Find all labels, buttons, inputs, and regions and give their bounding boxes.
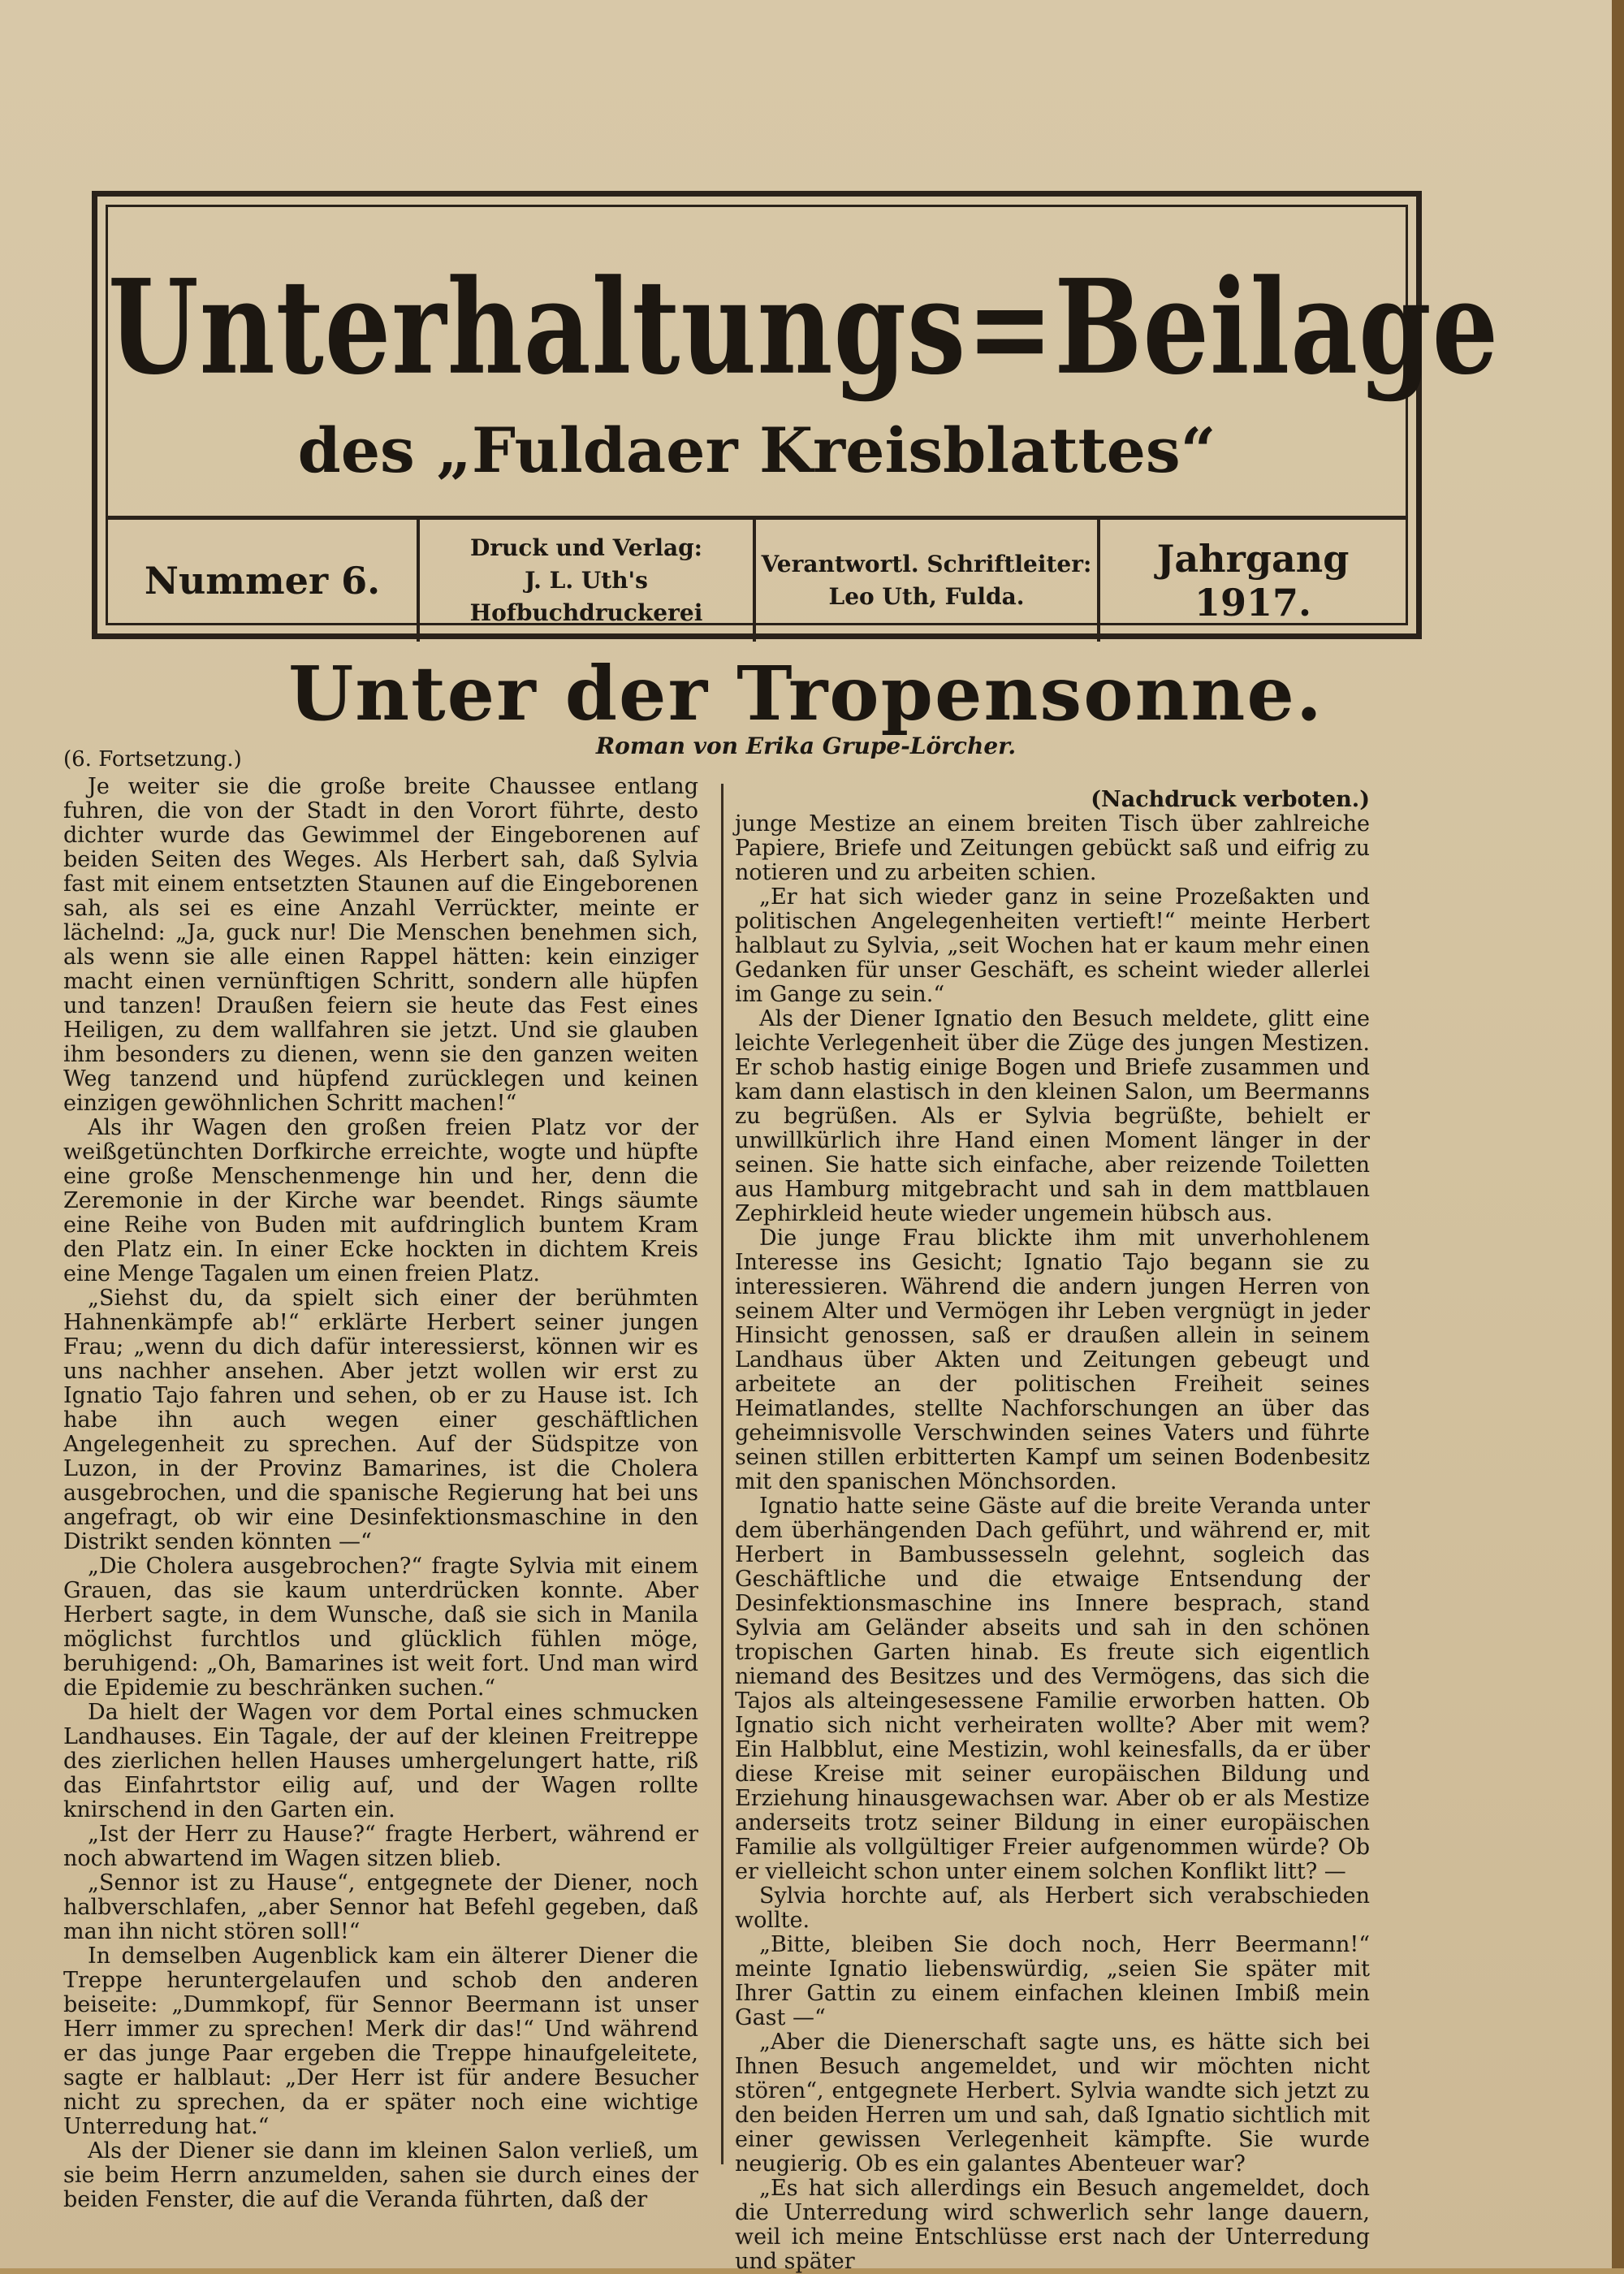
year-cell (1100, 520, 1406, 642)
paragraph: Als ihr Wagen den großen freien Platz vor der weißgetünchten Dorfkirche erreichte, wogte und hüpfte eine große Menschenmenge hin und her, denn die Zeremonie in der Kirche war beendet. Rings säumte eine Reihe von Buden mit aufdringlich buntem Kram den Platz ein. In einer Ecke hockten in dichtem Kreis eine Menge Tagalen um einen freien Platz. (63, 1115, 698, 1286)
paragraph: Die junge Frau blickte ihm mit unverhohlenem Interesse ins Gesicht; Ignatio Tajo begann sie zu interessieren. Während die andern jungen Herren von seinem Alter und Vermögen ihr Leben vergnügt in jeder Hinsicht genossen, saß er draußen allein in seinem Landhaus über Akten und Zeitungen gebeugt und arbeitete an der politischen Freiheit seines Heimatlandes, stellte Nachforschungen an über das geheimnisvolle Verschwinden seines Vaters und führte seinen stillen erbitterten Kampf um seinen Bodenbesitz mit den spanischen Mönchsorden. (735, 1226, 1370, 1494)
supplement-title: Unterhaltungs=Beilage (108, 252, 1500, 404)
paragraph: junge Mestize an einem breiten Tisch über zahlreiche Papiere, Briefe und Zeitungen gebückt saß und eifrig zu notieren und zu arbeiten schien. (735, 811, 1370, 885)
paragraph: Je weiter sie die große breite Chaussee entlang fuhren, die von der Stadt in den Vorort führte, desto dichter wurde das Gewimmel der Eingeborenen auf beiden Seiten des Weges. Als Herbert sah, daß Sylvia fast mit einem entsetzten Staunen auf die Eingeborenen sah, als sei es eine Anzahl Verrückter, meinte er lächelnd: „Ja, guck nur! Die Menschen benehmen sich, als wenn sie alle einen Rappel hätten: kein einziger macht einen vernünftigen Schritt, sondern alle hüpfen und tanzen! Draußen feiern sie heute das Fest eines Heiligen, zu dem wallfahren sie jetzt. Und sie glauben ihm besonders zu dienen, wenn sie den ganzen weiten Weg tanzend und hüpfend zurücklegen und keinen einzigen gewöhnlichen Schritt machen!“ (63, 774, 698, 1116)
paragraph: In demselben Augenblick kam ein älterer Diener die Treppe heruntergelaufen und schob den anderen beiseite: „Dummkopf, für Sennor Beermann ist unser Herr immer zu sprechen! Merk dir das!“ Und während er das junge Paar ergeben die Treppe hinaufgeleitete, sagte er halblaut: „Der Herr ist für andere Besucher nicht zu sprechen, da er später noch eine wichtige Unterredung hat.“ (63, 1943, 698, 2139)
article-headline: Unter der Tropensonne. (288, 650, 1324, 737)
masthead-inner-frame (106, 205, 1500, 626)
paragraph: Da hielt der Wagen vor dem Portal eines schmucken Landhauses. Ein Tagale, der auf der kleinen Freitreppe des zierlichen hellen Hauses umhergelungert hatte, riß das Einfahrtstor eilig auf, und der Wagen rollte knirschend in den Garten ein. (63, 1700, 698, 1822)
paragraph: „Siehst du, da spielt sich einer der berühmten Hahnenkämpfe ab!“ erklärte Herbert seiner jungen Frau; „wenn du dich dafür interessierst, können wir es uns nachher ansehen. Aber jetzt wollen wir erst zu Ignatio Tajo fahren und sehen, ob er zu Hause ist. Ich habe ihn auch wegen einer geschäftlichen Angelegenheit zu sprechen. Auf der Südspitze von Luzon, in der Provinz Bamarines, ist die Cholera ausgebrochen, und die spanische Regierung hat bei uns angefragt, ob wir eine Desinfektionsmaschine in den Distrikt senden könnten —“ (63, 1286, 698, 1554)
paragraph: Ignatio hatte seine Gäste auf die breite Veranda unter dem überhängenden Dach geführt, und während er, mit Herbert in Bambussesseln gelehnt, sogleich das Geschäftliche und die etwaige Entsendung der Desinfektionsmaschine ins Innere besprach, stand Sylvia am Geländer abseits und sah in den schönen tropischen Garten hinab. Es freute sich eigentlich niemand des Besitzes und des Vermögens, das sich die Tajos als alteingesessene Familie erworben hatten. Ob Ignatio sich nicht verheiraten wollte? Aber mit wem? Ein Halbblut, eine Mestizin, wohl keinesfalls, da er über diese Kreise mit seiner europäischen Bildung und Erziehung hinausgewachsen war. Aber ob er als Mestize anderseits trotz seiner Bildung in einer europäischen Familie als vollgültiger Freier aufgenommen würde? Ob er vielleicht schon unter einem solchen Konflikt litt? — (735, 1494, 1370, 1884)
volume-year: Jahrgang 1917. (1156, 537, 1350, 625)
paragraph: Sylvia horchte auf, als Herbert sich verabschieden wollte. (735, 1883, 1370, 1933)
paragraph: Als der Diener sie dann im kleinen Salon verließ, um sie beim Herrn anzumelden, sahen sie durch eines der beiden Fenster, die auf die Veranda führten, daß der (63, 2138, 698, 2212)
print-label: Druck und Verlag: (469, 534, 703, 561)
paragraph: „Es hat sich allerdings ein Besuch angemeldet, doch die Unterredung wird schwerlich sehr lange dauern, weil ich meine Entschlüsse erst nach der Unterredung und später (735, 2176, 1370, 2274)
issue-number-cell (108, 520, 420, 642)
issue-number: Nummer 6. (144, 559, 381, 603)
editor-label: Verantwortl. Schriftleiter: (761, 551, 1092, 577)
editor-name: Leo Uth, Fulda. (828, 583, 1025, 610)
masthead-info-bar (108, 516, 1406, 642)
column-divider (721, 784, 723, 2164)
paragraph: „Die Cholera ausgebrochen?“ fragte Sylvia mit einem Grauen, das sie kaum unterdrücken konnte. Aber Herbert sagte, in dem Wunsche, daß sie sich in Manila möglichst furchtlos und glücklich fühlen möge, beruhigend: „Oh, Bamarines ist weit fort. Und man wird die Epidemie zu beschränken suchen.“ (63, 1554, 698, 1701)
masthead (92, 191, 1500, 639)
paragraph: „Ist der Herr zu Hause?“ fragte Herbert, während er noch abwartend im Wagen sitzen blieb. (63, 1822, 698, 1871)
paragraph: „Er hat sich wieder ganz in seine Prozeßakten und politischen Angelegenheiten vertieft!“ meinte Herbert halblaut zu Sylvia, „seit Wochen hat er kaum mehr einen Gedanken für unser Geschäft, es scheint wieder allerlei im Gange zu sein.“ (735, 884, 1370, 1007)
paragraph: „Aber die Dienerschaft sagte uns, es hätte sich bei Ihnen Besuch angemeldet, und wir möchten nicht stören“, entgegnete Herbert. Sylvia wandte sich jetzt zu den beiden Herren um und sah, daß Ignatio sichtlich mit einer gewissen Verlegenheit kämpfte. Sie wurde neugierig. Ob es ein galantes Abenteuer war? (735, 2030, 1370, 2177)
paragraph: „Bitte, bleiben Sie doch noch, Herr Beermann!“ meinte Ignatio liebenswürdig, „seien Sie später mit Ihrer Gattin zu einem einfachen kleinen Imbiß mein Gast —“ (735, 1932, 1370, 2030)
newspaper-name: des „Fuldaer Kreisblattes“ (297, 414, 1216, 486)
article-byline: Roman von Erika Grupe-Lörcher. (595, 733, 1017, 759)
continuation-note: (6. Fortsetzung.) (63, 747, 242, 772)
paragraph: „Sennor ist zu Hause“, entgegnete der Diener, noch halbverschlafen, „aber Sennor hat Befehl gegeben, daß man ihn nicht stören soll!“ (63, 1870, 698, 1944)
binding-edge (1612, 0, 1624, 2268)
left-column (63, 747, 698, 2212)
editor-cell (756, 520, 1100, 642)
printer-cell (420, 520, 756, 642)
right-column (735, 788, 1370, 2274)
paragraph: Als der Diener Ignatio den Besuch meldete, glitt eine leichte Verlegenheit über die Züge des jungen Mestizen. Er schob hastig einige Bogen und Briefe zusammen und kam dann elastisch in den kleinen Salon, um Beermanns zu begrüßen. Als er Sylvia begrüßte, behielt er unwillkürlich ihre Hand einen Moment länger in der seinen. Sie hatte sich einfache, aber reizende Toiletten aus Hamburg mitgebracht und sah in dem mattblauen Zephirkleid heute wieder ungemein hübsch aus. (735, 1006, 1370, 1226)
printer-name: J. L. Uth's Hofbuchdruckerei (469, 567, 703, 626)
copyright-note: (Nachdruck verboten.) (1091, 787, 1370, 812)
